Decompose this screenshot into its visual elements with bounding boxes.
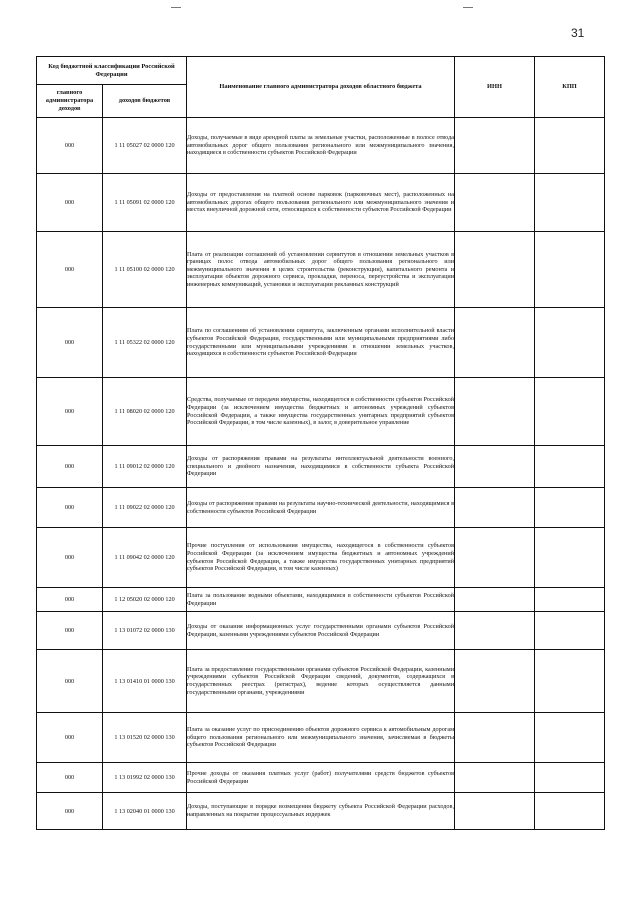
inn-cell [455, 446, 535, 488]
income-name: Плата по соглашениям об установлении сервитута, заключенным органами исполнительной власти субъектов Российской Федерации, государственными или муниципальными предприятиями либо государственными или муниципальными учреждениями в отношении земельных участков, находящихся в собственности субъектов Российской Федерации [187, 308, 455, 378]
income-code: 1 13 01072 02 0000 130 [103, 612, 187, 650]
kpp-cell [535, 793, 605, 830]
inn-cell [455, 308, 535, 378]
income-name: Плата за пользование водными объектами, находящимися в собственности субъектов Российской Федерации [187, 588, 455, 612]
income-code: 1 11 09042 02 0000 120 [103, 528, 187, 588]
table-row [37, 446, 605, 488]
admin-code: 000 [37, 650, 103, 713]
table-body [37, 118, 605, 830]
income-code: 1 13 02040 01 0000 130 [103, 793, 187, 830]
admin-code: 000 [37, 612, 103, 650]
table-row [37, 650, 605, 713]
inn-cell [455, 378, 535, 446]
income-name: Доходы, получаемые в виде арендной платы за земельные участки, расположенные в полосе отвода автомобильных дорог общего пользования регионального или межмуниципального значения, находящиеся в собственности субъектов Российской Федерации [187, 118, 455, 174]
income-code: 1 11 09022 02 0000 120 [103, 488, 187, 528]
table-row [37, 174, 605, 232]
inn-cell [455, 528, 535, 588]
header-classification-code: Код бюджетной классификации Российской Федерации [37, 57, 187, 85]
header-administrator-name: Наименование главного администратора доходов областного бюджета [187, 57, 455, 118]
inn-cell [455, 588, 535, 612]
inn-cell [455, 232, 535, 308]
admin-code: 000 [37, 174, 103, 232]
income-name: Прочие доходы от оказания платных услуг (работ) получателями средств бюджетов субъектов Российской Федерации [187, 763, 455, 793]
admin-code: 000 [37, 763, 103, 793]
table-row [37, 308, 605, 378]
admin-code: 000 [37, 232, 103, 308]
kpp-cell [535, 446, 605, 488]
kpp-cell [535, 232, 605, 308]
inn-cell [455, 763, 535, 793]
income-name: Плата за оказание услуг по присоединению объектов дорожного сервиса к автомобильным дорогам общего пользования регионального или межмуниципального значения, зачисляемая в бюджеты субъектов Российской Федерации [187, 713, 455, 763]
income-name: Доходы от распоряжения правами на результаты интеллектуальной деятельности военного, специального и двойного назначения, находящимися в собственности субъекта Российской Федерации [187, 446, 455, 488]
income-code: 1 11 05091 02 0000 120 [103, 174, 187, 232]
income-code: 1 11 08020 02 0000 120 [103, 378, 187, 446]
income-name: Доходы от оказания информационных услуг государственными органами субъектов Российской Федерации, казенными учреждениями субъектов Российской Федерации [187, 612, 455, 650]
inn-cell [455, 488, 535, 528]
table-row [37, 232, 605, 308]
table-row [37, 378, 605, 446]
admin-code: 000 [37, 308, 103, 378]
admin-code: 000 [37, 793, 103, 830]
table-row [37, 793, 605, 830]
inn-cell [455, 174, 535, 232]
income-name: Плата от реализации соглашений об установлении сервитутов в отношении земельных участков в границах полос отвода автомобильных дорог общего пользования регионального или межмуниципального значения в целях строительства (реконструкции), капитального ремонта и эксплуатации объектов дорожного сервиса, прокладки, переноса, переустройства и эксплуатации инженерных коммуникаций, установки и эксплуатации рекламных конструкций [187, 232, 455, 308]
inn-cell [455, 118, 535, 174]
income-code: 1 13 01520 02 0000 130 [103, 713, 187, 763]
table-row [37, 528, 605, 588]
kpp-cell [535, 488, 605, 528]
kpp-cell [535, 308, 605, 378]
income-name: Средства, получаемые от передачи имущества, находящегося в собственности субъектов Российской Федерации (за исключением имущества бюджетных и автономных учреждений субъектов Российской Федерации, а также имущества государственных унитарных предприятий субъектов Российской Федерации, в том числе казенных), в залог, в доверительное управление [187, 378, 455, 446]
income-name: Доходы от распоряжения правами на результаты научно-технической деятельности, находящимися в собственности субъектов Российской Федерации [187, 488, 455, 528]
income-code: 1 11 05100 02 0000 120 [103, 232, 187, 308]
admin-code: 000 [37, 378, 103, 446]
kpp-cell [535, 763, 605, 793]
table-header [37, 57, 605, 118]
kpp-cell [535, 713, 605, 763]
table-row [37, 588, 605, 612]
income-code: 1 12 05020 02 0000 120 [103, 588, 187, 612]
table-row [37, 763, 605, 793]
kpp-cell [535, 612, 605, 650]
admin-code: 000 [37, 528, 103, 588]
admin-code: 000 [37, 488, 103, 528]
table-row [37, 713, 605, 763]
page-number: 31 [571, 26, 585, 40]
header-kpp: КПП [535, 57, 605, 118]
kpp-cell [535, 588, 605, 612]
income-code: 1 13 01410 01 0000 130 [103, 650, 187, 713]
revenue-classification-table [36, 56, 605, 830]
kpp-cell [535, 174, 605, 232]
income-code: 1 11 05027 02 0000 120 [103, 118, 187, 174]
table-row [37, 612, 605, 650]
table-row [37, 488, 605, 528]
admin-code: 000 [37, 588, 103, 612]
scan-mark-left [171, 7, 181, 8]
scan-mark-right [463, 7, 473, 8]
income-code: 1 13 01992 02 0000 130 [103, 763, 187, 793]
inn-cell [455, 713, 535, 763]
table-row [37, 118, 605, 174]
income-code: 1 11 05322 02 0000 120 [103, 308, 187, 378]
income-name: Доходы, поступающие в порядке возмещения бюджету субъекта Российской Федерации расходов, направленных на покрытие процессуальных издержек [187, 793, 455, 830]
inn-cell [455, 612, 535, 650]
inn-cell [455, 650, 535, 713]
admin-code: 000 [37, 118, 103, 174]
header-budget-income: доходов бюджетов [103, 85, 187, 118]
kpp-cell [535, 118, 605, 174]
header-inn: ИНН [455, 57, 535, 118]
kpp-cell [535, 528, 605, 588]
kpp-cell [535, 650, 605, 713]
admin-code: 000 [37, 446, 103, 488]
kpp-cell [535, 378, 605, 446]
header-main-administrator: главного администратора доходов [37, 85, 103, 118]
inn-cell [455, 793, 535, 830]
income-name: Доходы от предоставления на платной основе парковок (парковочных мест), расположенных на автомобильных дорогах общего пользования регионального или межмуниципального значения и местах внеуличной дорожной сети, относящихся к собственности субъектов Российской Федерации [187, 174, 455, 232]
income-name: Плата за предоставление государственными органами субъектов Российской Федерации, казенными учреждениями субъектов Российской Федерации сведений, документов, содержащихся в государственных реестрах (регистрах), ведение которых осуществляется данными государственными органами, учреждениями [187, 650, 455, 713]
income-code: 1 11 09012 02 0000 120 [103, 446, 187, 488]
income-name: Прочие поступления от использования имущества, находящегося в собственности субъектов Российской Федерации (за исключением имущества бюджетных и автономных учреждений субъектов Российской Федерации, а также имущества государственных унитарных предприятий субъектов Российской Федерации, в том числе казенных) [187, 528, 455, 588]
admin-code: 000 [37, 713, 103, 763]
